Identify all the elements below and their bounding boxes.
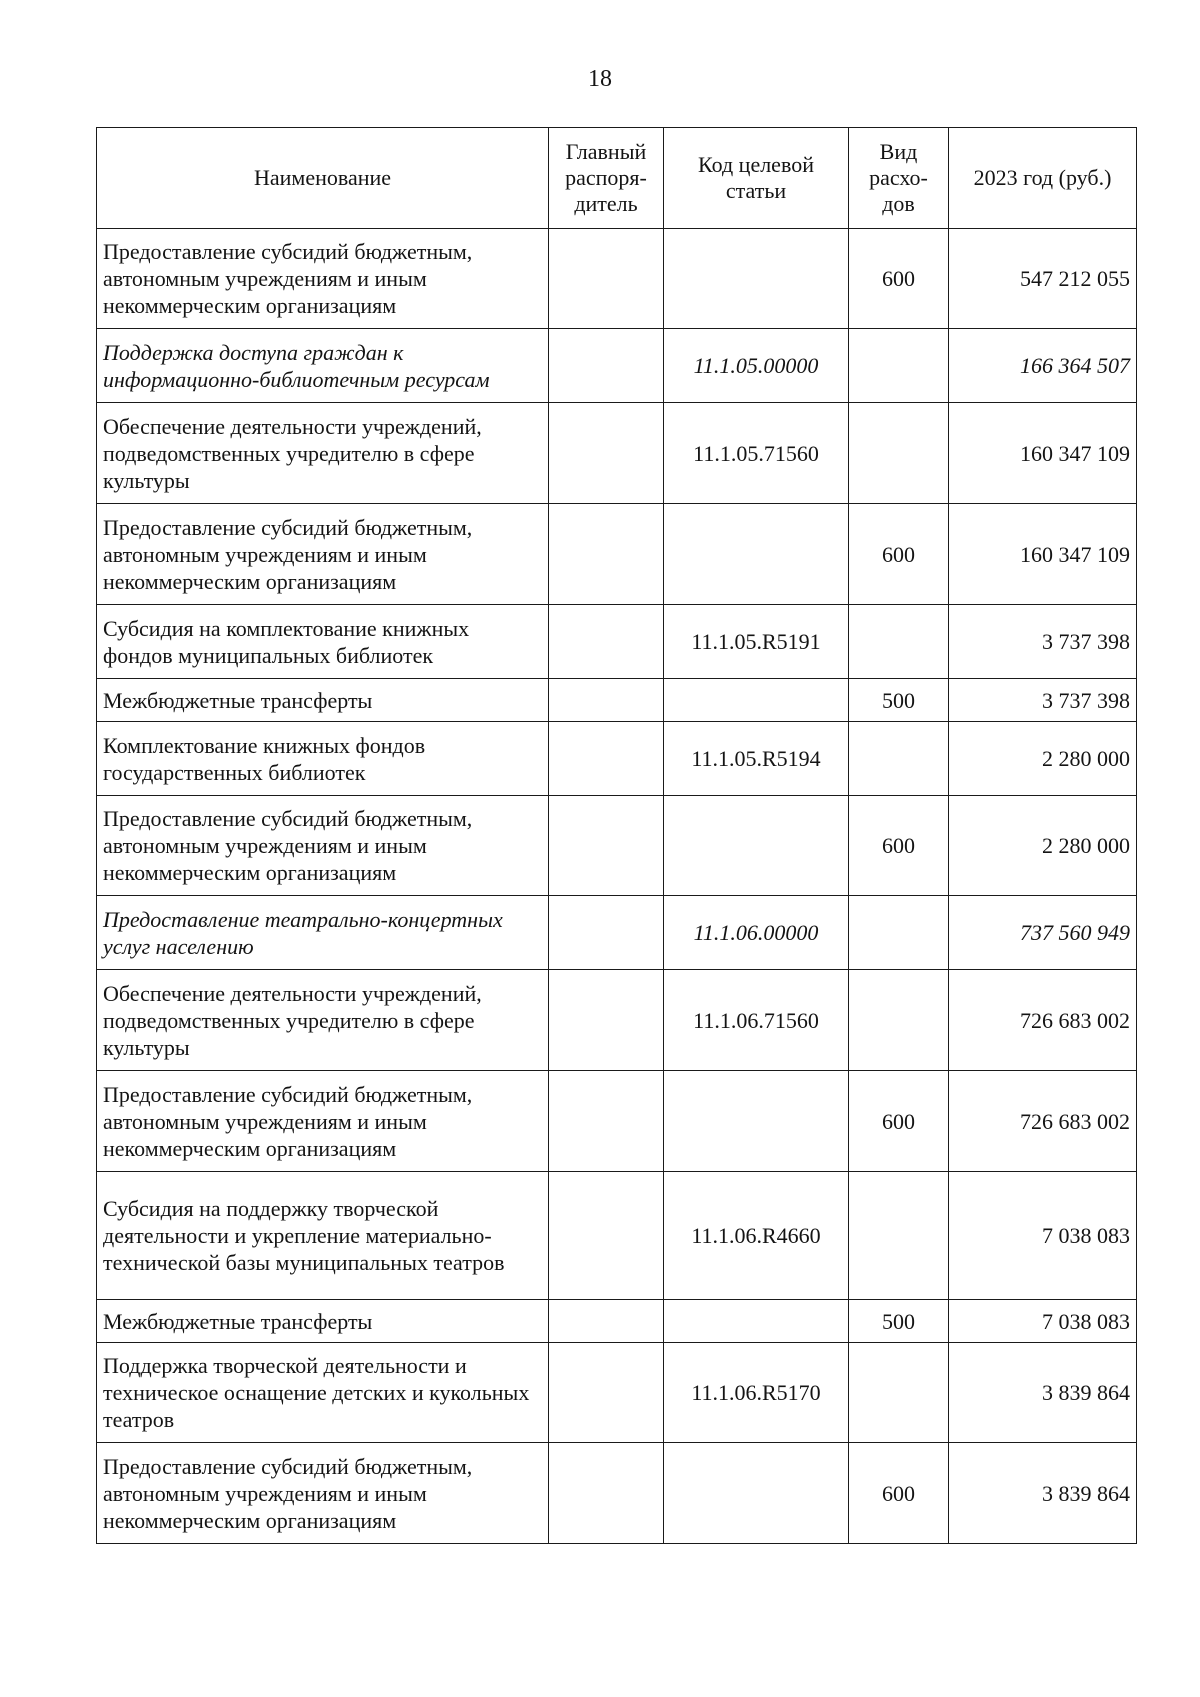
row-target-code-cell bbox=[664, 1300, 849, 1343]
row-expense-type-cell: 600 bbox=[849, 1443, 949, 1544]
row-main-manager-cell bbox=[549, 1300, 664, 1343]
row-expense-type-cell bbox=[849, 329, 949, 403]
row-expense-type-cell bbox=[849, 605, 949, 679]
table-row bbox=[97, 896, 1137, 970]
row-name-cell: Поддержка творческой деятельности и техническое оснащение детских и кукольных театров bbox=[97, 1343, 549, 1443]
row-main-manager-cell bbox=[549, 679, 664, 722]
row-amount-cell: 160 347 109 bbox=[949, 504, 1137, 605]
row-amount-cell: 160 347 109 bbox=[949, 403, 1137, 504]
page-number: 18 bbox=[588, 66, 612, 92]
row-main-manager-cell bbox=[549, 329, 664, 403]
table-row bbox=[97, 970, 1137, 1071]
row-main-manager-cell bbox=[549, 796, 664, 896]
row-main-manager-cell bbox=[549, 605, 664, 679]
row-target-code-cell bbox=[664, 796, 849, 896]
row-expense-type-cell bbox=[849, 896, 949, 970]
row-expense-type-cell: 600 bbox=[849, 504, 949, 605]
row-name-cell: Предоставление субсидий бюджетным, автономным учреждениям и иным некоммерческим организациям bbox=[97, 1071, 549, 1172]
row-main-manager-cell bbox=[549, 403, 664, 504]
row-name-cell: Комплектование книжных фондов государственных библиотек bbox=[97, 722, 549, 796]
header-main-manager: Главный распоря-дитель bbox=[549, 128, 664, 229]
row-main-manager-cell bbox=[549, 504, 664, 605]
row-name-cell: Межбюджетные трансферты bbox=[97, 1300, 549, 1343]
row-main-manager-cell bbox=[549, 1172, 664, 1300]
row-target-code-cell: 11.1.05.71560 bbox=[664, 403, 849, 504]
row-amount-cell: 3 839 864 bbox=[949, 1343, 1137, 1443]
table-body bbox=[97, 229, 1137, 1544]
row-target-code-cell bbox=[664, 1443, 849, 1544]
header-name: Наименование bbox=[97, 128, 549, 229]
row-target-code-cell: 11.1.06.00000 bbox=[664, 896, 849, 970]
row-name-cell: Межбюджетные трансферты bbox=[97, 679, 549, 722]
row-amount-cell: 726 683 002 bbox=[949, 970, 1137, 1071]
row-expense-type-cell: 500 bbox=[849, 1300, 949, 1343]
row-amount-cell: 3 839 864 bbox=[949, 1443, 1137, 1544]
row-target-code-cell: 11.1.06.R5170 bbox=[664, 1343, 849, 1443]
table-row bbox=[97, 1071, 1137, 1172]
row-main-manager-cell bbox=[549, 1071, 664, 1172]
row-expense-type-cell bbox=[849, 1172, 949, 1300]
row-amount-cell: 547 212 055 bbox=[949, 229, 1137, 329]
row-name-cell: Обеспечение деятельности учреждений, подведомственных учредителю в сфере культуры bbox=[97, 403, 549, 504]
row-main-manager-cell bbox=[549, 722, 664, 796]
table-row bbox=[97, 722, 1137, 796]
table-row bbox=[97, 605, 1137, 679]
row-name-cell: Предоставление субсидий бюджетным, автономным учреждениям и иным некоммерческим организациям bbox=[97, 1443, 549, 1544]
row-target-code-cell: 11.1.06.R4660 bbox=[664, 1172, 849, 1300]
row-main-manager-cell bbox=[549, 1443, 664, 1544]
row-target-code-cell: 11.1.06.71560 bbox=[664, 970, 849, 1071]
row-expense-type-cell: 600 bbox=[849, 1071, 949, 1172]
header-target-code: Код целевой статьи bbox=[664, 128, 849, 229]
row-expense-type-cell: 500 bbox=[849, 679, 949, 722]
table-row bbox=[97, 504, 1137, 605]
row-amount-cell: 7 038 083 bbox=[949, 1172, 1137, 1300]
row-amount-cell: 726 683 002 bbox=[949, 1071, 1137, 1172]
row-main-manager-cell bbox=[549, 1343, 664, 1443]
row-expense-type-cell bbox=[849, 970, 949, 1071]
row-main-manager-cell bbox=[549, 896, 664, 970]
table-row bbox=[97, 1172, 1137, 1300]
row-name-cell: Предоставление театрально-концертных услуг населению bbox=[97, 896, 549, 970]
row-name-cell: Предоставление субсидий бюджетным, автономным учреждениям и иным некоммерческим организациям bbox=[97, 796, 549, 896]
row-name-cell: Обеспечение деятельности учреждений, подведомственных учредителю в сфере культуры bbox=[97, 970, 549, 1071]
row-target-code-cell: 11.1.05.00000 bbox=[664, 329, 849, 403]
row-expense-type-cell: 600 bbox=[849, 229, 949, 329]
table-row bbox=[97, 403, 1137, 504]
header-amount-2023: 2023 год (руб.) bbox=[949, 128, 1137, 229]
row-main-manager-cell bbox=[549, 970, 664, 1071]
table-header-row bbox=[97, 128, 1137, 229]
row-expense-type-cell bbox=[849, 403, 949, 504]
row-name-cell: Субсидия на поддержку творческой деятельности и укрепление материально-технической базы муниципальных театров bbox=[97, 1172, 549, 1300]
header-expense-type: Вид расхо-дов bbox=[849, 128, 949, 229]
row-target-code-cell bbox=[664, 229, 849, 329]
row-name-cell: Предоставление субсидий бюджетным, автономным учреждениям и иным некоммерческим организациям bbox=[97, 504, 549, 605]
row-target-code-cell bbox=[664, 504, 849, 605]
table-row bbox=[97, 1343, 1137, 1443]
row-target-code-cell: 11.1.05.R5194 bbox=[664, 722, 849, 796]
row-amount-cell: 166 364 507 bbox=[949, 329, 1137, 403]
row-name-cell: Поддержка доступа граждан к информационно-библиотечным ресурсам bbox=[97, 329, 549, 403]
row-amount-cell: 2 280 000 bbox=[949, 796, 1137, 896]
table-row bbox=[97, 796, 1137, 896]
row-name-cell: Предоставление субсидий бюджетным, автономным учреждениям и иным некоммерческим организациям bbox=[97, 229, 549, 329]
row-main-manager-cell bbox=[549, 229, 664, 329]
row-expense-type-cell: 600 bbox=[849, 796, 949, 896]
row-target-code-cell: 11.1.05.R5191 bbox=[664, 605, 849, 679]
budget-table bbox=[96, 127, 1137, 1544]
row-target-code-cell bbox=[664, 679, 849, 722]
row-target-code-cell bbox=[664, 1071, 849, 1172]
row-amount-cell: 737 560 949 bbox=[949, 896, 1137, 970]
row-amount-cell: 3 737 398 bbox=[949, 679, 1137, 722]
table-row bbox=[97, 679, 1137, 722]
row-amount-cell: 7 038 083 bbox=[949, 1300, 1137, 1343]
table-row bbox=[97, 229, 1137, 329]
row-amount-cell: 2 280 000 bbox=[949, 722, 1137, 796]
table-row bbox=[97, 1443, 1137, 1544]
row-expense-type-cell bbox=[849, 1343, 949, 1443]
row-amount-cell: 3 737 398 bbox=[949, 605, 1137, 679]
table-row bbox=[97, 1300, 1137, 1343]
row-name-cell: Субсидия на комплектование книжных фондов муниципальных библиотек bbox=[97, 605, 549, 679]
row-expense-type-cell bbox=[849, 722, 949, 796]
table-row bbox=[97, 329, 1137, 403]
